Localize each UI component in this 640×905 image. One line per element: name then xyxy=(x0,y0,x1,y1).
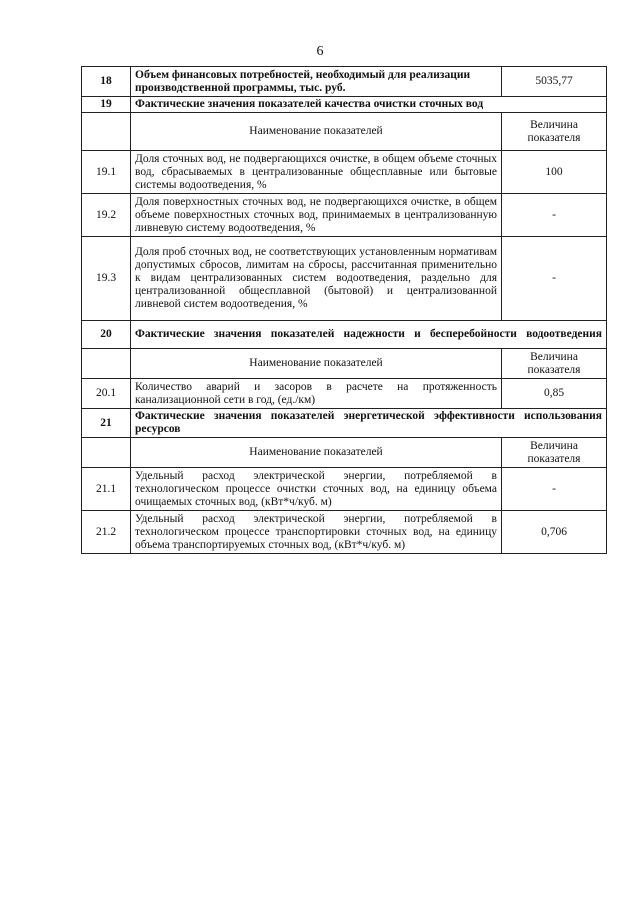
row-number: 19.1 xyxy=(82,151,131,194)
column-header-name: Наименование показателей xyxy=(131,349,502,379)
section-header-20 xyxy=(82,321,607,349)
row-number: 21.1 xyxy=(82,468,131,511)
row-value: - xyxy=(502,468,607,511)
empty-cell xyxy=(82,349,131,379)
row-value: - xyxy=(502,237,607,321)
section-title: Фактические значения показателей надежности и бесперебойности водоотведения xyxy=(131,321,607,349)
table-row-21-1 xyxy=(82,468,607,511)
section-header-19 xyxy=(82,97,607,113)
table-row-18 xyxy=(82,67,607,97)
section-number: 21 xyxy=(82,409,131,438)
empty-cell xyxy=(82,113,131,151)
row-text: Доля проб сточных вод, не соответствующих установленным нормативам допустимых сбросов, лимитам на сбросы, рассчитанная применительно к видам централизованных систем водоотведения, раздельно для централизованной общесплавной (бытовой) и централизованной ливневой систем водоотведения, % xyxy=(131,237,502,321)
row-value: 100 xyxy=(502,151,607,194)
table-row-20-1 xyxy=(82,379,607,409)
indicators-table xyxy=(81,66,607,554)
row-text: Объем финансовых потребностей, необходимый для реализации производственной программы, тыс. руб. xyxy=(131,67,502,97)
row-number: 19.3 xyxy=(82,237,131,321)
column-header-name: Наименование показателей xyxy=(131,113,502,151)
section-title: Фактические значения показателей энергетической эффективности использования ресурсов xyxy=(131,409,607,438)
table-row-21-2 xyxy=(82,511,607,554)
page-number: 6 xyxy=(316,44,324,59)
section-header-21 xyxy=(82,409,607,438)
empty-cell xyxy=(82,438,131,468)
row-value: 5035,77 xyxy=(502,67,607,97)
row-number: 20.1 xyxy=(82,379,131,409)
row-value: 0,85 xyxy=(502,379,607,409)
column-header-value: Величина показателя xyxy=(502,438,607,468)
row-text: Доля поверхностных сточных вод, не подвергающихся очистке, в общем объеме поверхностных сточных вод, принимаемых в централизованную ливневую систему водоотведения, % xyxy=(131,194,502,237)
column-header-row xyxy=(82,438,607,468)
row-value: - xyxy=(502,194,607,237)
row-text: Удельный расход электрической энергии, потребляемой в технологическом процессе транспортировки сточных вод, на единицу объема транспортируемых сточных вод, (кВт*ч/куб. м) xyxy=(131,511,502,554)
row-text: Доля сточных вод, не подвергающихся очистке, в общем объеме сточных вод, сбрасываемых в централизованные общесплавные или бытовые системы водоотведения, % xyxy=(131,151,502,194)
row-number: 21.2 xyxy=(82,511,131,554)
section-number: 19 xyxy=(82,97,131,113)
table-row-19-1 xyxy=(82,151,607,194)
section-number: 20 xyxy=(82,321,131,349)
table-row-19-3 xyxy=(82,237,607,321)
row-text: Удельный расход электрической энергии, потребляемой в технологическом процессе очистки сточных вод, на единицу объема очищаемых сточных вод, (кВт*ч/куб. м) xyxy=(131,468,502,511)
column-header-row xyxy=(82,113,607,151)
section-title: Фактические значения показателей качества очистки сточных вод xyxy=(131,97,607,113)
table-row-19-2 xyxy=(82,194,607,237)
column-header-row xyxy=(82,349,607,379)
row-number: 19.2 xyxy=(82,194,131,237)
row-value: 0,706 xyxy=(502,511,607,554)
column-header-value: Величина показателя xyxy=(502,113,607,151)
row-number: 18 xyxy=(82,67,131,97)
row-text: Количество аварий и засоров в расчете на протяженность канализационной сети в год, (ед./км) xyxy=(131,379,502,409)
column-header-name: Наименование показателей xyxy=(131,438,502,468)
column-header-value: Величина показателя xyxy=(502,349,607,379)
